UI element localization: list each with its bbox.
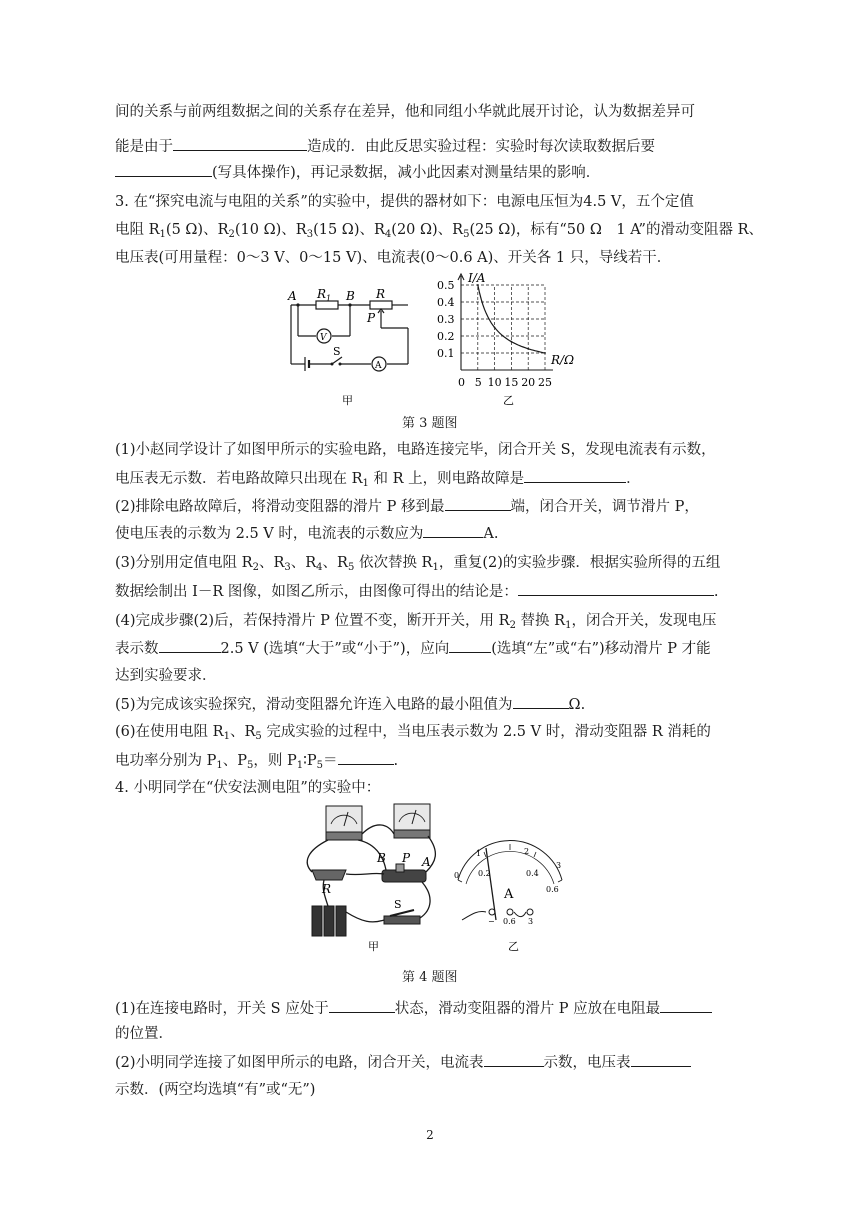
chart-xlabel: R/Ω — [551, 353, 575, 367]
y-tick-label: 0.4 — [437, 296, 455, 309]
scale-label: 0 — [454, 871, 460, 880]
y-tick-label: 0.3 — [437, 313, 455, 326]
scale-label: 2 — [524, 847, 530, 856]
x-tick-label: 5 — [474, 376, 482, 389]
x-tick-label: 25 — [538, 376, 552, 389]
q3-stem-line-2: 电阻 $R_1(5$ Ω)、$R_2(10$ Ω)、$R_3(15$ Ω)、$R_4(20$ Ω)、$R_5(25$ Ω)，标有“50 Ω 1 A”的滑动变阻器 R、 — [115, 222, 763, 240]
answer-blank[interactable] — [445, 496, 511, 511]
voltmeter-icon — [326, 806, 362, 840]
q3-part6-line-1: (6)在使用电阻 $R_1$、$R_5$ 完成实验的过程中，当电压表示数为 2.5 V 时，滑动变阻器 R 消耗的 — [115, 724, 711, 742]
q3-part4-line-3: 达到实验要求． — [115, 668, 217, 684]
fig4-label-yi: 乙 — [508, 940, 519, 953]
fig3-chart — [435, 270, 585, 410]
x-tick-label: 10 — [487, 376, 502, 389]
voltmeter-icon: V — [320, 333, 327, 343]
scale-label: 1 — [476, 849, 482, 858]
x-tick-label: 15 — [504, 376, 519, 389]
q4-part2-line-1: (2)小明同学连接了如图甲所示的电路，闭合开关，电流表 示数，电压表 — [115, 1052, 691, 1073]
node-b-label: B — [346, 289, 355, 303]
scale-label: 0.4 — [526, 869, 539, 878]
answer-blank[interactable] — [513, 694, 569, 709]
q3-part3-line-2: 数据绘制出 I－R 图像，如图乙所示，由图像可得出的结论是： . — [115, 581, 718, 602]
q3-part2-line-2: 使电压表的示数为 2.5 V 时，电流表的示数应为 A. — [115, 523, 498, 544]
fig3-caption: 第 3 题图 — [402, 416, 458, 431]
y-tick-label: 0.5 — [437, 279, 455, 292]
q3-part4-line-1: (4)完成步骤(2)后，若保持滑片 P 位置不变，断开开关，用 $R_2$ 替换 $R_1$，闭合开关，发现电压 — [115, 613, 717, 631]
terminal-label: 3 — [528, 917, 534, 926]
fig3-label-yi: 乙 — [503, 394, 514, 407]
resistor-r-label: R — [322, 882, 332, 896]
q4-part1-line-2: 的位置． — [115, 1026, 173, 1042]
q3-part2-line-1: (2)排除电路故障后，将滑动变阻器的滑片 P 移到最 端，闭合开关，调节滑片 P， — [115, 496, 699, 517]
q4-stem: 4. 小明同学在“伏安法测电阻”的实验中： — [115, 780, 381, 796]
terminal-b-label: B — [377, 851, 386, 865]
ammeter-icon — [394, 804, 430, 838]
switch-label: S — [333, 345, 341, 358]
answer-blank[interactable] — [660, 998, 712, 1013]
ammeter-icon: A — [375, 361, 382, 371]
q4-part1-line-1: (1)在连接电路时，开关 S 应处于 状态，滑动变阻器的滑片 P 应放在电阻最 — [115, 998, 712, 1019]
fig4-caption: 第 4 题图 — [402, 970, 458, 985]
answer-blank[interactable] — [524, 468, 626, 483]
chart-ylabel: I/A — [468, 271, 486, 285]
x-tick-label: 0 — [458, 376, 465, 389]
page-number: 2 — [426, 1128, 434, 1142]
fig4-physical-circuit — [298, 800, 443, 955]
meter-unit: A — [504, 887, 514, 902]
node-a-label: A — [288, 289, 297, 303]
answer-blank[interactable] — [484, 1052, 544, 1067]
fig4-label-jia: 甲 — [368, 940, 379, 953]
scale-label: 0.2 — [478, 869, 491, 878]
q3-part1-line-2: 电压表无示数．若电路故障只出现在 $R_1$ 和 R 上，则电路故障是 ． — [115, 468, 641, 489]
slider-p-label: P — [367, 311, 376, 325]
answer-blank[interactable] — [173, 136, 307, 151]
answer-blank[interactable] — [329, 998, 395, 1013]
q3-stem-line-3: 电压表(可用量程：0～3 V、0～15 V)、电流表(0～0.6 A)、开关各 1 只，导线若干． — [115, 250, 672, 266]
data-point — [544, 352, 546, 354]
terminal-a-label: A — [422, 855, 431, 869]
data-point — [511, 341, 513, 343]
q3-part4-line-2: 表示数 2.5 V (选填“大于”或“小于”)，应向 (选填“左”或“右”)移动滑片 P 才能 — [115, 638, 711, 659]
text-line-2: 能是由于 造成的．由此反思实验过程：实验时每次读取数据后要 — [115, 136, 655, 157]
x-tick-label: 20 — [521, 376, 536, 389]
answer-blank[interactable] — [423, 523, 483, 538]
scale-label: 0.6 — [546, 885, 559, 894]
resistor-icon — [312, 870, 346, 880]
q3-part3-line-1: (3)分别用定值电阻 $R_2$、$R_3$、$R_4$、$R_5$ 依次替换 $R_1$，重复(2)的实验步骤．根据实验所得的五组 — [115, 555, 721, 573]
fig4-ammeter-dial — [448, 840, 573, 955]
scale-label: 3 — [556, 861, 562, 870]
rheostat-label: R — [376, 287, 386, 301]
r1-label: $R_1$ — [317, 287, 332, 303]
rheostat-icon — [382, 864, 426, 882]
fig3-label-jia: 甲 — [342, 394, 353, 407]
fig3-circuit-diagram — [278, 280, 418, 410]
answer-blank[interactable] — [159, 638, 221, 653]
q4-part2-line-2: 示数．(两空均选填“有”或“无”) — [115, 1082, 316, 1098]
switch-label: S — [394, 898, 402, 911]
battery-icon — [312, 906, 346, 936]
terminal-label: 0.6 — [503, 917, 516, 926]
y-tick-label: 0.1 — [437, 347, 455, 360]
q3-stem-line-1: 3. 在“探究电流与电阻的关系”的实验中，提供的器材如下：电源电压恒为4.5 V，五个定值 — [115, 194, 694, 210]
answer-blank[interactable] — [115, 162, 212, 177]
q3-part6-line-2: 电功率分别为 $P_1$、$P_5$，则 $P_1∶P_5=$ . — [115, 750, 398, 771]
slider-p-label: P — [402, 851, 411, 865]
y-tick-label: 0.2 — [437, 330, 455, 343]
terminal-label: − — [488, 917, 495, 926]
data-point — [494, 327, 496, 329]
data-point — [527, 348, 529, 350]
answer-blank[interactable] — [449, 638, 491, 653]
text-line-1: 间的关系与前两组数据之间的关系存在差异，他和同组小华就此展开讨论，认为数据差异可 — [115, 104, 695, 120]
q3-part1-line-1: (1)小赵同学设计了如图甲所示的实验电路，电路连接完毕，闭合开关 S，发现电流表有示数， — [115, 442, 716, 458]
switch-icon — [384, 910, 420, 924]
answer-blank[interactable] — [518, 581, 714, 596]
text-line-3: (写具体操作)，再记录数据，减小此因素对测量结果的影响． — [115, 162, 600, 183]
answer-blank[interactable] — [631, 1052, 691, 1067]
q3-part5-line: (5)为完成该实验探究，滑动变阻器允许连入电路的最小阻值为 Ω. — [115, 694, 585, 715]
answer-blank[interactable] — [338, 750, 394, 765]
